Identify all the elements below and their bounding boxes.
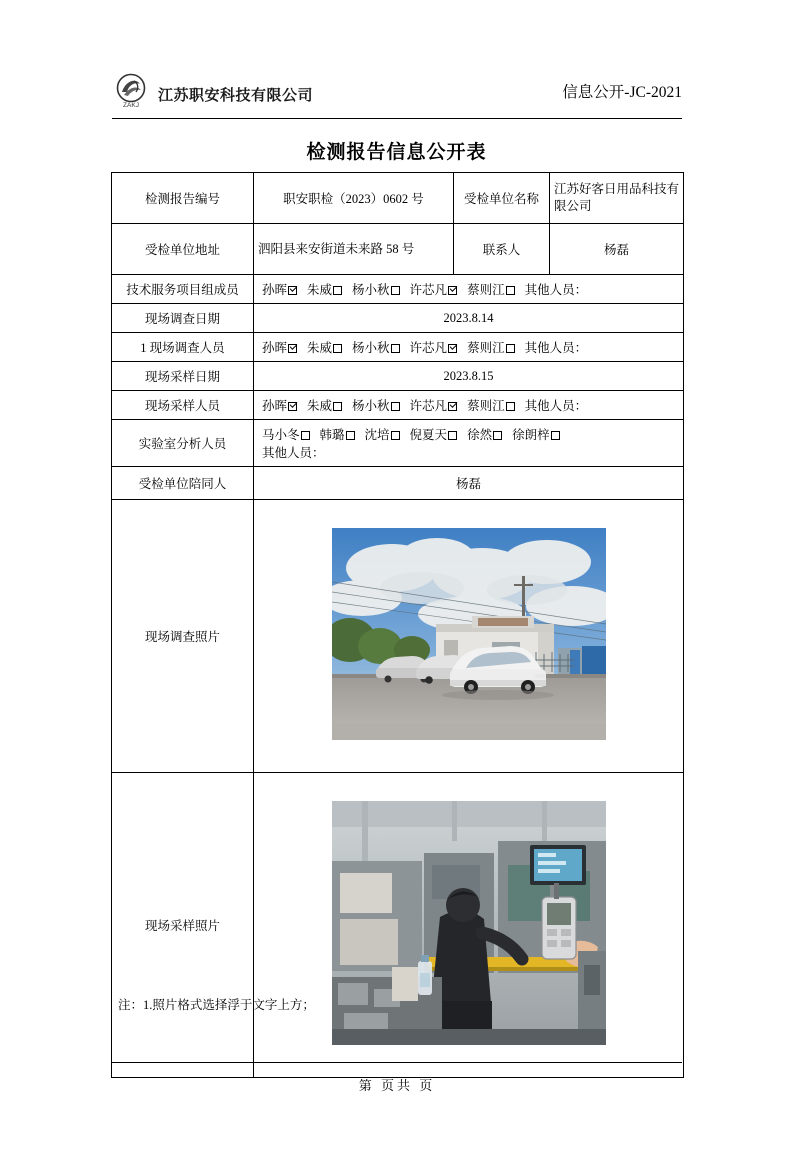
others-label: 其他人员： xyxy=(524,399,588,413)
member-name: 杨小秋 xyxy=(352,283,390,297)
table-row xyxy=(112,391,684,420)
table-row xyxy=(112,362,684,391)
checkbox-icon[interactable] xyxy=(346,431,355,440)
page-footer: 第 页共 页 xyxy=(112,1062,682,1094)
member-name: 徐朗梓 xyxy=(512,428,550,442)
member-name: 马小冬 xyxy=(262,428,300,442)
lab-others-label: 其他人员： xyxy=(262,446,325,460)
photo-survey-cell xyxy=(254,500,684,773)
client-name-value: 江苏好客日用品科技有限公司 xyxy=(550,173,684,224)
sampling-staff-label: 现场采样人员 xyxy=(112,391,254,420)
member-name: 徐然 xyxy=(467,428,493,442)
member-name: 孙晖 xyxy=(262,399,288,413)
checkbox-icon[interactable] xyxy=(333,286,342,295)
page-title: 检测报告信息公开表 xyxy=(306,142,487,163)
info-table xyxy=(111,172,684,1078)
checkbox-icon[interactable] xyxy=(448,402,457,411)
site-survey-photo xyxy=(332,528,606,740)
contact-value: 杨磊 xyxy=(550,224,684,275)
contact-label: 联系人 xyxy=(454,224,550,275)
member-checkbox-孙晖[interactable] xyxy=(262,280,297,298)
table-row xyxy=(112,304,684,333)
checkbox-icon[interactable] xyxy=(506,344,515,353)
checkbox-icon[interactable] xyxy=(493,431,502,440)
member-checkbox-许芯凡[interactable] xyxy=(410,280,458,298)
report-no-label: 检测报告编号 xyxy=(112,173,254,224)
member-name: 朱威 xyxy=(307,341,333,355)
checkbox-icon[interactable] xyxy=(506,402,515,411)
table-row xyxy=(112,420,684,467)
member-name: 蔡则江 xyxy=(467,283,505,297)
member-name: 许芯凡 xyxy=(409,399,448,413)
lab-members-cell xyxy=(254,420,684,467)
member-name: 沈培 xyxy=(364,428,390,442)
checkbox-icon[interactable] xyxy=(288,344,297,353)
checkbox-icon[interactable] xyxy=(333,344,342,353)
member-name: 孙晖 xyxy=(262,283,288,297)
member-checkbox-许芯凡[interactable] xyxy=(410,396,458,414)
member-name: 蔡则江 xyxy=(467,341,505,355)
checkbox-icon[interactable] xyxy=(333,402,342,411)
sampling-date-value: 2023.8.15 xyxy=(254,362,684,391)
checkbox-icon[interactable] xyxy=(301,431,310,440)
escort-value: 杨磊 xyxy=(254,467,684,500)
checkbox-icon[interactable] xyxy=(391,286,400,295)
table-row xyxy=(112,275,684,304)
checkbox-icon[interactable] xyxy=(448,431,457,440)
member-checkbox-沈培[interactable] xyxy=(365,425,400,443)
photo-sampling-label: 现场采样照片 xyxy=(112,773,254,1078)
checkbox-icon[interactable] xyxy=(506,286,515,295)
photo-survey-label: 现场调查照片 xyxy=(112,500,254,773)
member-checkbox-蔡则江[interactable] xyxy=(467,396,515,414)
member-checkbox-杨小秋[interactable] xyxy=(352,280,400,298)
checkbox-icon[interactable] xyxy=(391,431,400,440)
member-checkbox-杨小秋[interactable] xyxy=(352,338,400,356)
report-no-value: 职安职检（2023）0602 号 xyxy=(254,173,454,224)
member-checkbox-许芯凡[interactable] xyxy=(410,338,458,356)
lab-others xyxy=(258,443,679,461)
member-checkbox-徐然[interactable] xyxy=(467,425,502,443)
member-checkbox-马小冬[interactable] xyxy=(262,425,310,443)
company-name: 江苏职安科技有限公司 xyxy=(158,87,314,104)
photo-sampling-cell xyxy=(254,773,684,1078)
client-name-label: 受检单位名称 xyxy=(454,173,550,224)
member-checkbox-杨小秋[interactable] xyxy=(352,396,400,414)
member-checkbox-孙晖[interactable] xyxy=(262,396,297,414)
member-checkbox-孙晖[interactable] xyxy=(262,338,297,356)
checkbox-icon[interactable] xyxy=(551,431,560,440)
checkbox-icon[interactable] xyxy=(448,344,457,353)
table-row xyxy=(112,467,684,500)
others-label: 其他人员： xyxy=(524,341,588,355)
client-addr-value: 泗阳县来安街道未来路 58 号 xyxy=(254,224,454,275)
member-name: 朱威 xyxy=(307,283,333,297)
site-sampling-photo xyxy=(332,801,606,1045)
member-name: 韩璐 xyxy=(319,428,345,442)
member-name: 朱威 xyxy=(307,399,333,413)
checkbox-icon[interactable] xyxy=(288,402,297,411)
checkbox-icon[interactable] xyxy=(448,286,457,295)
sampling-members-list xyxy=(258,396,679,414)
client-addr-label: 受检单位地址 xyxy=(112,224,254,275)
member-name: 许芯凡 xyxy=(409,283,448,297)
sampling-date-label: 现场采样日期 xyxy=(112,362,254,391)
others-label: 其他人员： xyxy=(524,283,588,297)
team-label: 技术服务项目组成员 xyxy=(112,275,254,304)
lab-staff-label: 实验室分析人员 xyxy=(112,420,254,467)
team-members-list xyxy=(258,280,679,298)
document-header xyxy=(112,72,682,119)
survey-members-cell xyxy=(254,333,684,362)
member-name: 杨小秋 xyxy=(352,341,390,355)
checkbox-icon[interactable] xyxy=(288,286,297,295)
footnote: 注：1.照片格式选择浮于文字上方； xyxy=(118,998,315,1012)
member-checkbox-朱威[interactable] xyxy=(307,338,342,356)
document-code: 信息公开-JC-2021 xyxy=(562,84,682,101)
table-row xyxy=(112,224,684,275)
member-checkbox-蔡则江[interactable] xyxy=(467,280,515,298)
table-row xyxy=(112,173,684,224)
table-row xyxy=(112,333,684,362)
member-name: 孙晖 xyxy=(262,341,288,355)
survey-members-list xyxy=(258,338,679,356)
survey-staff-label: 1 现场调查人员 xyxy=(112,333,254,362)
member-checkbox-朱威[interactable] xyxy=(307,280,342,298)
checkbox-icon[interactable] xyxy=(391,402,400,411)
member-checkbox-蔡则江[interactable] xyxy=(467,338,515,356)
table-row-photo-sampling xyxy=(112,773,684,1078)
escort-label: 受检单位陪同人 xyxy=(112,467,254,500)
member-name: 杨小秋 xyxy=(352,399,390,413)
table-row-photo-survey xyxy=(112,500,684,773)
member-checkbox-倪夏天[interactable] xyxy=(410,425,458,443)
sampling-members-cell xyxy=(254,391,684,420)
company-logo-icon xyxy=(112,72,152,110)
survey-date-value: 2023.8.14 xyxy=(254,304,684,333)
member-name: 许芯凡 xyxy=(409,341,448,355)
lab-members-list xyxy=(258,425,679,443)
member-checkbox-朱威[interactable] xyxy=(307,396,342,414)
checkbox-icon[interactable] xyxy=(391,344,400,353)
company-brand xyxy=(112,72,313,110)
member-checkbox-韩璐[interactable] xyxy=(320,425,355,443)
svg-text:ZAKJ: ZAKJ xyxy=(123,102,139,109)
team-members-cell xyxy=(254,275,684,304)
member-checkbox-徐朗梓[interactable] xyxy=(512,425,560,443)
member-name: 倪夏天 xyxy=(409,428,448,442)
member-name: 蔡则江 xyxy=(467,399,505,413)
survey-date-label: 现场调查日期 xyxy=(112,304,254,333)
